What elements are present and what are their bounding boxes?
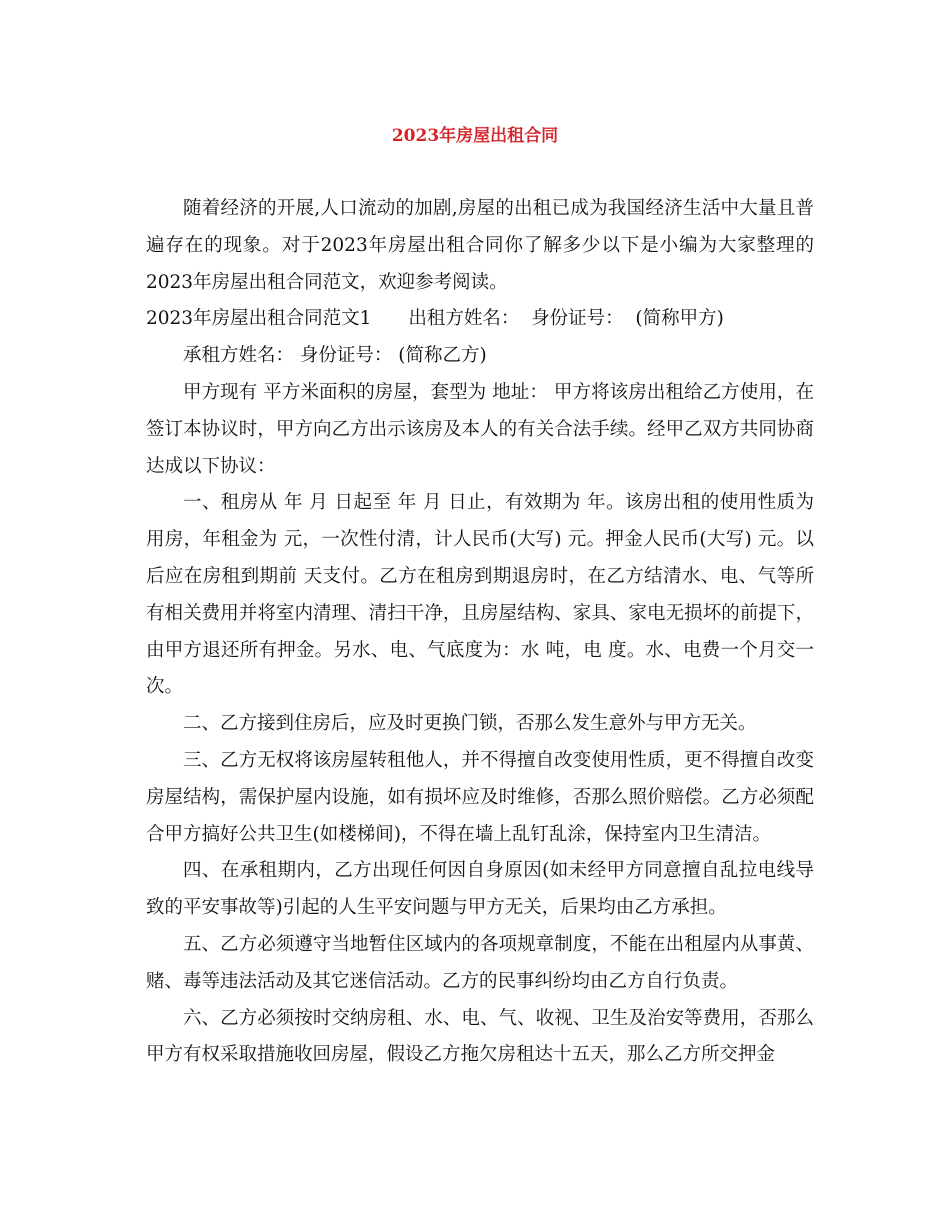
intro-paragraph: 随着经济的开展,人口流动的加剧,房屋的出租已成为我国经济生活中大量且普遍存在的现象。对于2023年房屋出租合同你了解多少以下是小编为大家整理的2023年房屋出租合同范文，欢迎参考阅读。 xyxy=(146,198,814,293)
document-title: 2023年房屋出租合同 xyxy=(391,126,559,146)
clause-6: 六、乙方必须按时交纳房租、水、电、气、收视、卫生及治安等费用，否那么甲方有权采取措施收回房屋，假设乙方拖欠房租达十五天，那么乙方所交押金 xyxy=(146,1007,814,1066)
document-body xyxy=(146,191,814,1074)
clause-5: 五、乙方必须遵守当地暂住区域内的各项规章制度，不能在出租屋内从事黄、赌、毒等违法活动及其它迷信活动。乙方的民事纠纷均由乙方自行负责。 xyxy=(146,933,814,992)
tenant-line: 承租方姓名： 身份证号： (简称乙方) xyxy=(183,345,487,367)
clause-4: 四、在承租期内，乙方出现任何因自身原因(如未经甲方同意擅自乱拉电线导致的平安事故等)引起的人生平安问题与甲方无关，后果均由乙方承担。 xyxy=(146,860,814,919)
clause-3: 三、乙方无权将该房屋转租他人，并不得擅自改变使用性质，更不得擅自改变房屋结构，需保护屋内设施，如有损坏应及时维修，否那么照价赔偿。乙方必须配合甲方搞好公共卫生(如楼梯间)，不得在墙上乱钉乱涂，保持室内卫生清洁。 xyxy=(146,749,814,845)
premises-paragraph: 甲方现有 平方米面积的房屋，套型为 地址： 甲方将该房出租给乙方使用，在签订本协议时，甲方向乙方出示该房及本人的有关合法手续。经甲乙双方共同协商达成以下协议： xyxy=(146,381,814,477)
clause-1: 一、租房从 年 月 日起至 年 月 日止，有效期为 年。该房出租的使用性质为 用房，年租金为 元，一次性付清，计人民币(大写) 元。押金人民币(大写) 元。以后应在房租到期前 天支付。乙方在租房到期退房时，在乙方结清水、电、气等所有相关费用并将室内清理、清扫干净，且房屋结构、家具、家电无损坏的前提下，由甲方退还所有押金。另水、电、气底度为：水 吨，电 度。水、电费一个月交一次。 xyxy=(146,492,814,698)
clause-2: 二、乙方接到住房后，应及时更换门锁，否那么发生意外与甲方无关。 xyxy=(183,713,757,735)
contract-heading-line: 2023年房屋出租合同范文1 出租方姓名： 身份证号： (简称甲方) xyxy=(146,308,724,330)
